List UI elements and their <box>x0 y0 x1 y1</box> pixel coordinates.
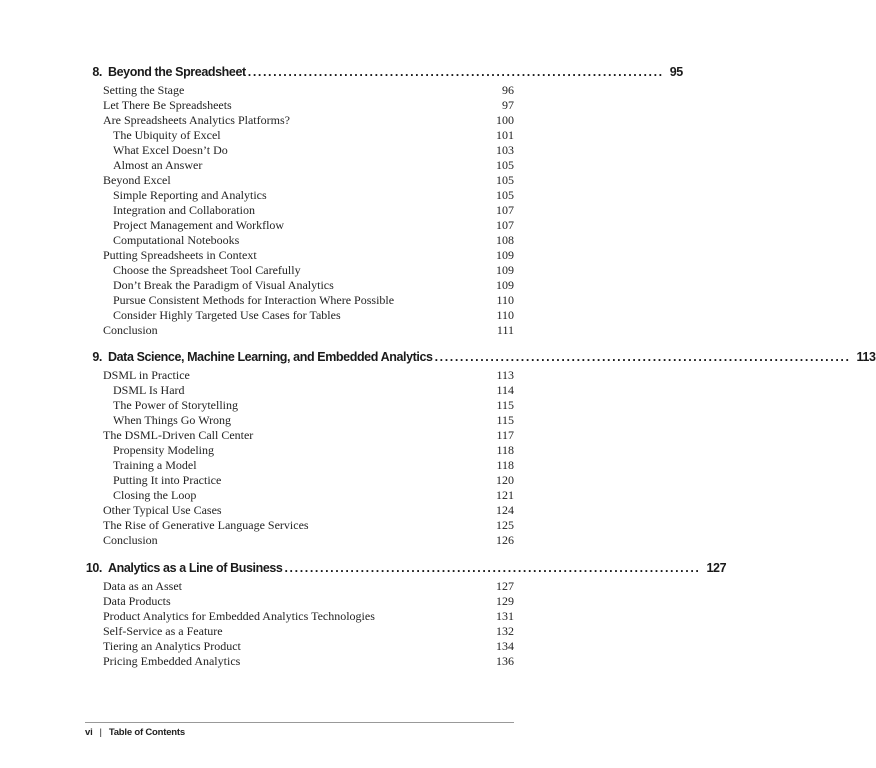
toc-entry[interactable] <box>85 609 514 624</box>
entry-page: 105 <box>496 188 514 202</box>
entry-page: 111 <box>496 323 514 337</box>
entry-title: Training a Model <box>113 458 197 472</box>
toc-subentry[interactable] <box>85 203 514 218</box>
entry-title: Almost an Answer <box>113 158 203 172</box>
toc-subentry[interactable] <box>85 278 514 293</box>
chapter-8 <box>85 65 683 338</box>
entry-title: Conclusion <box>103 323 158 337</box>
chapter-number: 8. <box>92 65 102 79</box>
entry-title: Integration and Collaboration <box>113 203 255 217</box>
entry-title: When Things Go Wrong <box>113 413 232 427</box>
entry-page: 96 <box>502 83 514 97</box>
footer-divider <box>85 722 514 723</box>
toc-entry[interactable] <box>85 368 514 383</box>
toc-entry[interactable] <box>85 639 514 654</box>
entry-title: The Power of Storytelling <box>113 398 238 412</box>
toc-subentry[interactable] <box>85 188 514 203</box>
entry-page: 136 <box>496 654 514 668</box>
entry-page: 107 <box>496 218 514 232</box>
entry-page: 114 <box>496 383 514 397</box>
entry-page: 105 <box>496 173 514 187</box>
toc-entry[interactable] <box>85 323 514 338</box>
toc-entry[interactable] <box>85 594 514 609</box>
entry-page: 125 <box>496 518 514 532</box>
footer-separator: | <box>99 727 102 738</box>
toc-subentry[interactable] <box>85 158 514 173</box>
chapter-10 <box>85 561 727 669</box>
entry-list <box>85 83 514 338</box>
entry-page: 109 <box>496 248 514 262</box>
entry-title: Self-Service as a Feature <box>103 624 223 638</box>
toc-subentry[interactable] <box>85 143 514 158</box>
entry-page: 97 <box>502 98 514 112</box>
entry-page: 129 <box>496 594 514 608</box>
toc-entry[interactable] <box>85 579 514 594</box>
entry-title: Beyond Excel <box>103 173 171 187</box>
entry-page: 126 <box>496 533 514 547</box>
entry-title: Other Typical Use Cases <box>103 503 222 517</box>
toc-subentry[interactable] <box>85 443 514 458</box>
toc-entry[interactable] <box>85 428 514 443</box>
entry-list <box>85 579 514 669</box>
entry-title: Conclusion <box>103 533 158 547</box>
toc-entry[interactable] <box>85 624 514 639</box>
entry-list <box>85 368 514 548</box>
toc-entry[interactable] <box>85 503 514 518</box>
entry-title: Closing the Loop <box>113 488 197 502</box>
toc-subentry[interactable] <box>85 218 514 233</box>
chapter-number: 10. <box>85 561 102 575</box>
entry-title: The Ubiquity of Excel <box>113 128 221 142</box>
toc-entry[interactable] <box>85 654 514 669</box>
entry-page: 110 <box>496 293 514 307</box>
entry-page: 109 <box>496 278 514 292</box>
entry-page: 120 <box>496 473 514 487</box>
toc-entry[interactable] <box>85 248 514 263</box>
toc-subentry[interactable] <box>85 458 514 473</box>
entry-title: Choose the Spreadsheet Tool Carefully <box>113 263 301 277</box>
entry-title: Propensity Modeling <box>113 443 214 457</box>
entry-page: 115 <box>496 413 514 427</box>
toc-subentry[interactable] <box>85 473 514 488</box>
entry-title: Product Analytics for Embedded Analytics Technologies <box>103 609 375 623</box>
entry-title: The DSML-Driven Call Center <box>103 428 254 442</box>
chapter-heading[interactable] <box>85 350 876 368</box>
entry-title: Data Products <box>103 594 171 608</box>
entry-title: Pursue Consistent Methods for Interaction Where Possible <box>113 293 395 307</box>
entry-title: Simple Reporting and Analytics <box>113 188 267 202</box>
chapter-page: 127 <box>706 561 727 575</box>
chapter-page: 113 <box>856 350 876 364</box>
toc-entry[interactable] <box>85 98 514 113</box>
entry-title: Tiering an Analytics Product <box>103 639 241 653</box>
entry-page: 131 <box>496 609 514 623</box>
entry-page: 121 <box>496 488 514 502</box>
entry-page: 100 <box>496 113 514 127</box>
toc-subentry[interactable] <box>85 293 514 308</box>
toc-entry[interactable] <box>85 533 514 548</box>
toc-subentry[interactable] <box>85 263 514 278</box>
toc-subentry[interactable] <box>85 128 514 143</box>
toc-subentry[interactable] <box>85 233 514 248</box>
footer-page-number: vi <box>85 727 93 738</box>
entry-page: 132 <box>496 624 514 638</box>
entry-title: Putting Spreadsheets in Context <box>103 248 257 262</box>
page-footer <box>85 727 185 738</box>
entry-title: Don’t Break the Paradigm of Visual Analytics <box>113 278 334 292</box>
entry-page: 117 <box>496 428 514 442</box>
toc-entry[interactable] <box>85 173 514 188</box>
entry-title: Pricing Embedded Analytics <box>103 654 241 668</box>
entry-title: DSML Is Hard <box>113 383 185 397</box>
entry-title: Let There Be Spreadsheets <box>103 98 232 112</box>
chapter-heading[interactable] <box>85 65 683 83</box>
footer-section-title: Table of Contents <box>108 727 185 738</box>
entry-title: What Excel Doesn’t Do <box>113 143 228 157</box>
entry-title: Are Spreadsheets Analytics Platforms? <box>103 113 290 127</box>
entry-page: 118 <box>496 443 514 457</box>
dot-leader: .................................................................................. <box>434 350 851 364</box>
chapter-number: 9. <box>92 350 102 364</box>
entry-page: 109 <box>496 263 514 277</box>
entry-title: The Rise of Generative Language Services <box>103 518 309 532</box>
entry-title: Project Management and Workflow <box>113 218 285 232</box>
toc-subentry[interactable] <box>85 488 514 503</box>
entry-page: 115 <box>496 398 514 412</box>
toc-subentry[interactable] <box>85 383 514 398</box>
entry-page: 101 <box>496 128 514 142</box>
toc-subentry[interactable] <box>85 398 514 413</box>
entry-title: Computational Notebooks <box>113 233 240 247</box>
toc-subentry[interactable] <box>85 308 514 323</box>
entry-title: Putting It into Practice <box>113 473 222 487</box>
entry-page: 113 <box>496 368 514 382</box>
chapter-heading[interactable] <box>85 561 727 579</box>
entry-page: 124 <box>496 503 514 517</box>
toc-entry[interactable] <box>85 83 514 98</box>
entry-page: 127 <box>496 579 514 593</box>
entry-title: DSML in Practice <box>103 368 190 382</box>
chapter-title: Data Science, Machine Learning, and Embedded Analytics <box>108 350 433 364</box>
entry-page: 134 <box>496 639 514 653</box>
entry-page: 105 <box>496 158 514 172</box>
entry-page: 118 <box>496 458 514 472</box>
chapter-title: Beyond the Spreadsheet <box>108 65 246 79</box>
entry-title: Setting the Stage <box>103 83 185 97</box>
toc-entry[interactable] <box>85 113 514 128</box>
chapter-9 <box>85 350 876 548</box>
entry-page: 107 <box>496 203 514 217</box>
entry-title: Data as an Asset <box>103 579 182 593</box>
entry-page: 110 <box>496 308 514 322</box>
entry-page: 108 <box>496 233 514 247</box>
chapter-page: 95 <box>669 65 683 79</box>
entry-page: 103 <box>496 143 514 157</box>
dot-leader: .................................................................................. <box>284 561 701 575</box>
toc-entry[interactable] <box>85 518 514 533</box>
dot-leader: .................................................................................. <box>247 65 664 79</box>
toc-subentry[interactable] <box>85 413 514 428</box>
chapter-title: Analytics as a Line of Business <box>108 561 283 575</box>
entry-title: Consider Highly Targeted Use Cases for Tables <box>113 308 341 322</box>
